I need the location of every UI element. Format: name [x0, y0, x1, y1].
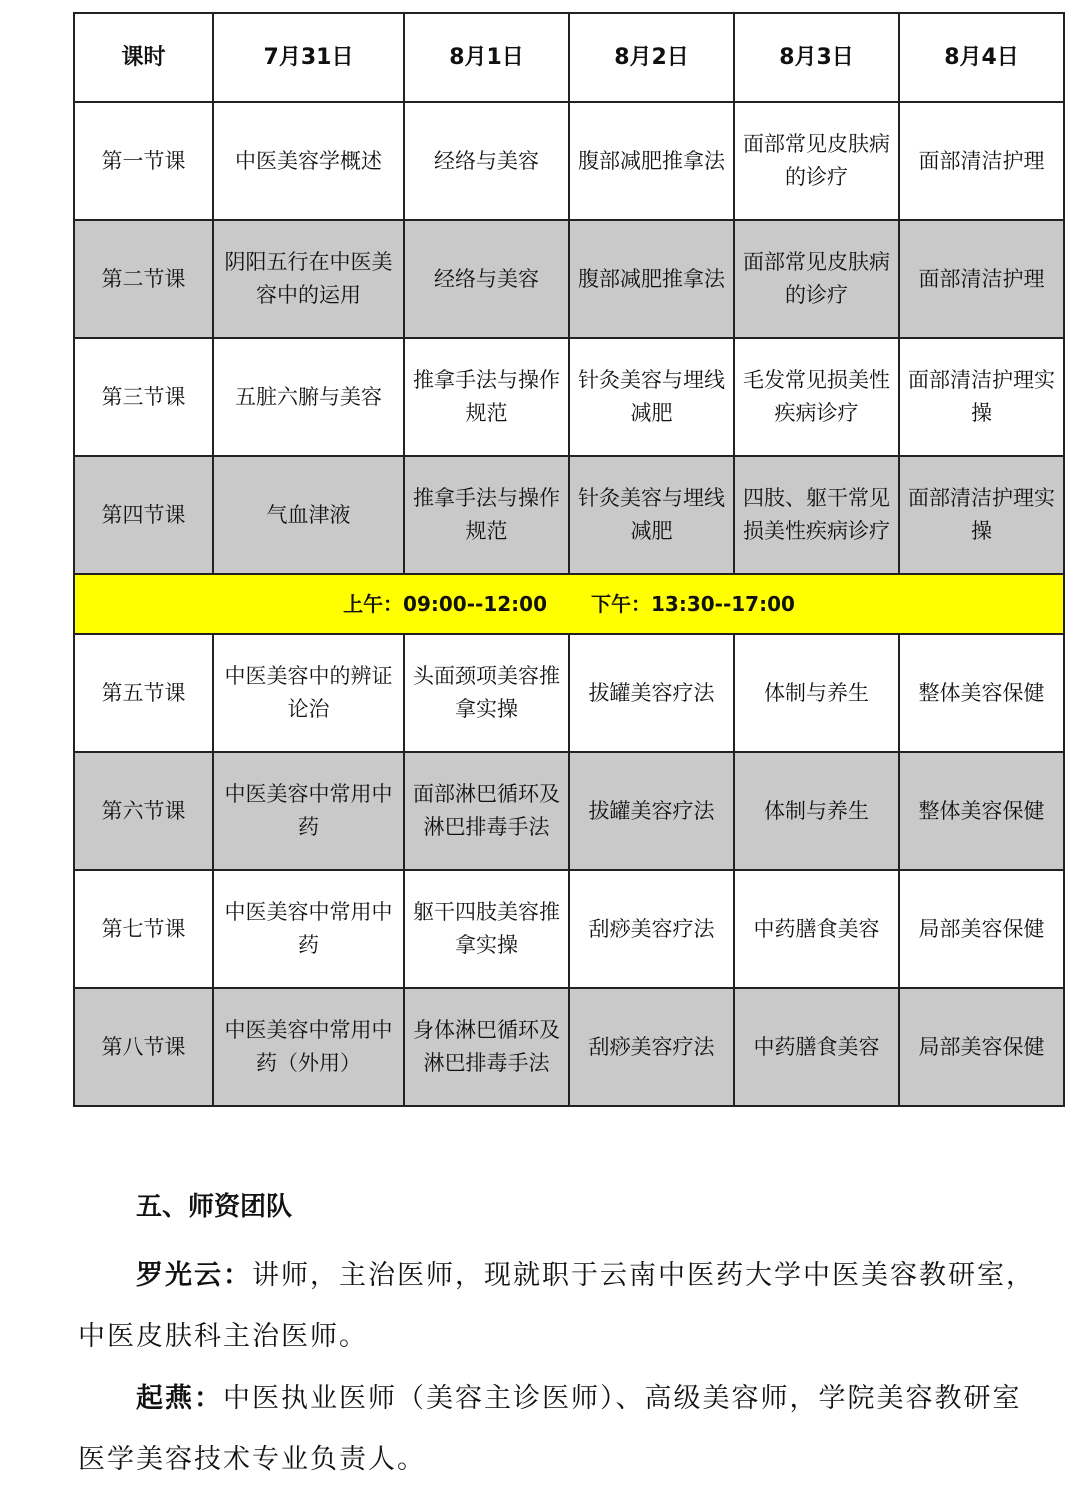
- table-cell: 面部常见皮肤病的诊疗: [734, 220, 899, 338]
- table-cell: 面部常见皮肤病的诊疗: [734, 102, 899, 220]
- schedule-table: [73, 12, 1065, 1107]
- table-cell: 经络与美容: [404, 220, 569, 338]
- table-cell: 阴阳五行在中医美容中的运用: [213, 220, 404, 338]
- header-cell-period: 课时: [74, 13, 213, 102]
- table-cell: 腹部减肥推拿法: [569, 220, 734, 338]
- table-cell: 局部美容保健: [899, 870, 1064, 988]
- table-cell: 四肢、躯干常见损美性疾病诊疗: [734, 456, 899, 574]
- table-cell: 气血津液: [213, 456, 404, 574]
- table-cell: 经络与美容: [404, 102, 569, 220]
- header-cell-date: 8月1日: [404, 13, 569, 102]
- header-cell-date: 8月3日: [734, 13, 899, 102]
- table-cell: 中医美容中常用中药: [213, 752, 404, 870]
- table-cell: 五脏六腑与美容: [213, 338, 404, 456]
- row-label: 第五节课: [74, 634, 213, 752]
- table-cell: 刮痧美容疗法: [569, 988, 734, 1106]
- table-cell: 推拿手法与操作规范: [404, 456, 569, 574]
- table-cell: 针灸美容与埋线减肥: [569, 338, 734, 456]
- teacher-bio: [78, 1245, 1038, 1367]
- table-cell: 整体美容保健: [899, 752, 1064, 870]
- morning-time: 上午：09:00--12:00: [343, 591, 547, 616]
- table-cell: 躯干四肢美容推拿实操: [404, 870, 569, 988]
- table-cell: 身体淋巴循环及淋巴排毒手法: [404, 988, 569, 1106]
- table-row: [74, 634, 1064, 752]
- time-bar-row: [74, 574, 1064, 634]
- table-cell: 针灸美容与埋线减肥: [569, 456, 734, 574]
- table-cell: 面部淋巴循环及淋巴排毒手法: [404, 752, 569, 870]
- row-label: 第七节课: [74, 870, 213, 988]
- table-header-row: [74, 13, 1064, 102]
- time-bar: [74, 574, 1064, 634]
- table-cell: 面部清洁护理: [899, 102, 1064, 220]
- row-label: 第四节课: [74, 456, 213, 574]
- row-label: 第二节课: [74, 220, 213, 338]
- afternoon-time: 下午：13:30--17:00: [591, 591, 795, 616]
- header-cell-date: 7月31日: [213, 13, 404, 102]
- table-cell: 中医美容中的辨证论治: [213, 634, 404, 752]
- table-row: [74, 338, 1064, 456]
- table-row: [74, 988, 1064, 1106]
- table-row: [74, 102, 1064, 220]
- table-cell: 中药膳食美容: [734, 988, 899, 1106]
- section-heading: 五、师资团队: [136, 1192, 293, 1222]
- table-cell: 体制与养生: [734, 752, 899, 870]
- table-cell: 拔罐美容疗法: [569, 752, 734, 870]
- table-cell: 局部美容保健: [899, 988, 1064, 1106]
- table-cell: 面部清洁护理: [899, 220, 1064, 338]
- table-cell: 头面颈项美容推拿实操: [404, 634, 569, 752]
- table-cell: 拔罐美容疗法: [569, 634, 734, 752]
- row-label: 第三节课: [74, 338, 213, 456]
- row-label: 第八节课: [74, 988, 213, 1106]
- table-row: [74, 456, 1064, 574]
- row-label: 第六节课: [74, 752, 213, 870]
- table-cell: 中医美容学概述: [213, 102, 404, 220]
- teacher-name: 罗光云：: [136, 1260, 252, 1291]
- table-cell: 刮痧美容疗法: [569, 870, 734, 988]
- table-cell: 面部清洁护理实操: [899, 338, 1064, 456]
- table-cell: 推拿手法与操作规范: [404, 338, 569, 456]
- table-cell: 体制与养生: [734, 634, 899, 752]
- teacher-name: 起燕：: [136, 1383, 223, 1414]
- header-cell-date: 8月4日: [899, 13, 1064, 102]
- header-cell-date: 8月2日: [569, 13, 734, 102]
- table-cell: 整体美容保健: [899, 634, 1064, 752]
- table-cell: 毛发常见损美性疾病诊疗: [734, 338, 899, 456]
- table-cell: 中药膳食美容: [734, 870, 899, 988]
- row-label: 第一节课: [74, 102, 213, 220]
- table-row: [74, 220, 1064, 338]
- table-cell: 中医美容中常用中药（外用）: [213, 988, 404, 1106]
- table-cell: 中医美容中常用中药: [213, 870, 404, 988]
- teacher-description: 讲师，主治医师，现就职于云南中医药大学中医美容教研室，中医皮肤科主治医师。: [78, 1260, 1035, 1352]
- teacher-bio: [78, 1368, 1038, 1490]
- table-row: [74, 752, 1064, 870]
- table-cell: 腹部减肥推拿法: [569, 102, 734, 220]
- table-cell: 面部清洁护理实操: [899, 456, 1064, 574]
- table-row: [74, 870, 1064, 988]
- teacher-description: 中医执业医师（美容主诊医师）、高级美容师，学院美容教研室医学美容技术专业负责人。: [78, 1383, 1022, 1475]
